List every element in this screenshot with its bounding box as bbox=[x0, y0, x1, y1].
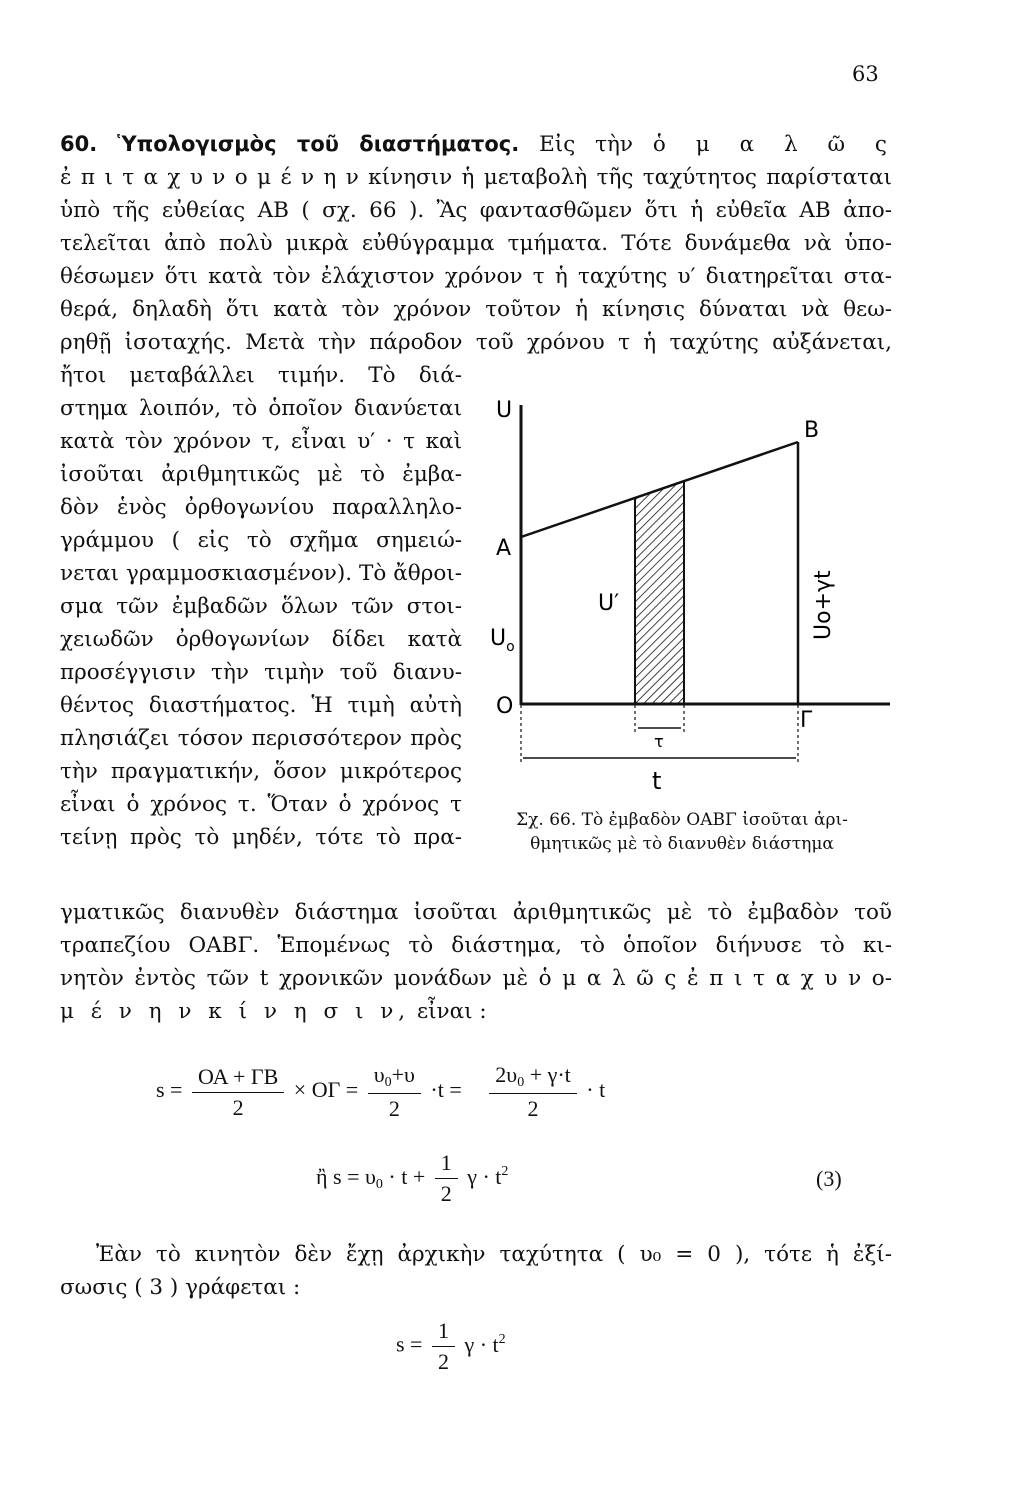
denominator: 2 bbox=[440, 1181, 452, 1206]
text-line: Ἐὰν τὸ κινητὸν δὲν ἔχῃ ἀρχικὴν ταχύτητα ( υ₀ = 0 ), τότε ἡ ἐξί- bbox=[96, 1242, 892, 1267]
after-equation-last bbox=[60, 1271, 560, 1304]
velocity-time-diagram bbox=[478, 385, 898, 805]
label-U0: $U_o$ bbox=[490, 626, 515, 655]
text-line: γράμμου ( εἰς τὸ σχῆμα σημειώ- bbox=[60, 528, 462, 553]
text-line: προσέγγισιν τὴν τιμὴν τοῦ διανυ- bbox=[60, 660, 462, 685]
text-line: τὴν πραγματικήν, ὅσον μικρότερος bbox=[60, 759, 462, 784]
text-line: σμα τῶν ἐμβαδῶν ὅλων τῶν στοι- bbox=[60, 594, 462, 619]
text-line: τραπεζίου ΟΑΒΓ. Ἑπομένως τὸ διάστημα, τὸ ὁποῖον διήνυσε τὸ κι- bbox=[60, 933, 892, 958]
caption-line: Σχ. 66. Τὸ ἐμβαδὸν ΟΑΒΓ ἰσοῦται ἀρι- bbox=[516, 810, 848, 830]
text-line: ρηθῇ ἰσοταχής. Μετὰ τὴν πάροδον τοῦ χρόνου τ ἡ ταχύτης αὐξάνεται, bbox=[60, 330, 892, 355]
label-A: A bbox=[496, 536, 512, 561]
denominator: 2 bbox=[232, 1094, 244, 1120]
label-tau: τ bbox=[654, 732, 664, 751]
fraction bbox=[192, 1064, 284, 1121]
equation-1 bbox=[156, 1062, 605, 1122]
label-U0-sub: o bbox=[506, 639, 515, 655]
equation-3 bbox=[396, 1318, 506, 1375]
text-line: χειωδῶν ὀρθογωνίων δίδει κατὰ bbox=[60, 627, 462, 652]
text-line: γματικῶς διανυθὲν διάστημα ἰσοῦται ἀριθμητικῶς μὲ τὸ ἐμβαδὸν τοῦ bbox=[60, 900, 892, 925]
eq-term: s = bbox=[396, 1331, 423, 1357]
page-number: 63 bbox=[852, 62, 879, 86]
text-line: ἰσοῦται ἀριθμητικῶς μὲ τὸ ἐμβα- bbox=[60, 462, 462, 487]
text-line: ὁ μ α λ ῶ ς bbox=[652, 132, 892, 157]
section-title: Ὑπολογισμὸς τοῦ διαστήματος. bbox=[117, 132, 520, 156]
equation-2 bbox=[316, 1150, 508, 1207]
denominator: 2 bbox=[527, 1096, 539, 1121]
numerator: $\upsilon_0+\upsilon$ bbox=[368, 1062, 421, 1094]
denominator: 2 bbox=[437, 1349, 449, 1374]
caption-line: θμητικῶς μὲ τὸ διανυθὲν διάστημα bbox=[530, 834, 834, 854]
label-B: B bbox=[804, 418, 820, 443]
intro-paragraph bbox=[60, 128, 892, 359]
denominator: 2 bbox=[388, 1096, 400, 1121]
text-line: Εἰς τὴν bbox=[539, 132, 633, 157]
numerator: ΟΑ + ΓΒ bbox=[192, 1064, 284, 1093]
fraction bbox=[368, 1062, 421, 1122]
equation-number: (3) bbox=[816, 1166, 842, 1191]
numerator: 1 bbox=[435, 1150, 458, 1179]
label-Gamma: Γ bbox=[800, 708, 813, 733]
text-line: τείνῃ πρὸς τὸ μηδέν, τότε τὸ πρα- bbox=[60, 825, 462, 850]
text-line: στημα λοιπόν, τὸ ὁποῖον διανύεται bbox=[60, 396, 462, 421]
closing-paragraph bbox=[60, 896, 892, 1028]
text-line: πλησιάζει τόσον περισσότερον πρὸς bbox=[60, 726, 462, 751]
hatched-strip bbox=[635, 481, 684, 704]
text-line: ἐ π ι τ α χ υ ν ο μ έ ν η ν κίνησιν ἡ μεταβολὴ τῆς ταχύτητος παρίσταται bbox=[60, 165, 892, 190]
text-line: εἶναι ὁ χρόνος τ. Ὅταν ὁ χρόνος τ bbox=[60, 792, 462, 817]
text-line: νεται γραμμοσκιασμένον). Τὸ ἄθροι- bbox=[60, 561, 462, 586]
text-line: θέσωμεν ὅτι κατὰ τὸν ἐλάχιστον χρόνον τ ἡ ταχύτης υ′ διατηρεῖται στα- bbox=[60, 264, 892, 289]
text-line: σωσις ( 3 ) γράφεται : bbox=[60, 1275, 301, 1300]
text-line bbox=[60, 995, 892, 1028]
section-number: 60. bbox=[60, 132, 98, 156]
spaced-emphasis: μ έ ν η ν κ ί ν η σ ι ν, bbox=[60, 999, 411, 1024]
text-line: θερά, δηλαδὴ ὅτι κατὰ τὸν χρόνον τοῦτον ἡ κίνησις δύναται νὰ θεω- bbox=[60, 297, 892, 322]
label-O: O bbox=[496, 694, 514, 719]
text-line: δὸν ἑνὸς ὀρθογωνίου παραλληλο- bbox=[60, 495, 462, 520]
text-line: θέντος διαστήματος. Ἡ τιμὴ αὐτὴ bbox=[60, 693, 462, 718]
fraction bbox=[435, 1150, 458, 1207]
label-U-prime: U′ bbox=[598, 591, 620, 616]
text-line: νητὸν ἐντὸς τῶν t χρονικῶν μονάδων μὲ ὁ μ α λ ῶ ς ἐ π ι τ α χ υ ν ο- bbox=[60, 966, 892, 991]
text-fragment: εἶναι : bbox=[416, 999, 487, 1024]
fraction bbox=[489, 1062, 576, 1122]
narrow-paragraph bbox=[60, 359, 462, 854]
after-equation-paragraph bbox=[96, 1238, 892, 1271]
figure-66 bbox=[478, 385, 898, 805]
eq-term: ἢ $s = \upsilon_0 \cdot t$ + bbox=[316, 1163, 426, 1192]
text-line: ὑπὸ τῆς εὐθείας ΑΒ ( σχ. 66 ). Ἂς φαντασθῶμεν ὅτι ἡ εὐθεῖα ΑΒ ἀπο- bbox=[60, 198, 892, 223]
label-U: U bbox=[496, 398, 513, 423]
fraction bbox=[432, 1318, 455, 1375]
numerator: 1 bbox=[432, 1318, 455, 1347]
text-line: τελεῖται ἀπὸ πολὺ μικρὰ εὐθύγραμμα τμήματα. Τότε δυνάμεθα νὰ ὑπο- bbox=[60, 231, 892, 256]
text-line: ἤτοι μεταβάλλει τιμήν. Τὸ διά- bbox=[60, 363, 462, 388]
eq-term: s = bbox=[156, 1077, 183, 1103]
figure-caption bbox=[472, 808, 892, 856]
eq-term: · t bbox=[586, 1077, 606, 1103]
text-line: κατὰ τὸν χρόνον τ, εἶναι υ′ · τ καὶ bbox=[60, 429, 462, 454]
eq-term: $\gamma \cdot t^2$ bbox=[464, 1331, 506, 1357]
eq-term: ·t = bbox=[430, 1077, 462, 1103]
section-heading-line bbox=[60, 128, 892, 161]
eq-term: $\gamma \cdot t^2$ bbox=[467, 1163, 509, 1189]
label-t: t bbox=[652, 767, 662, 795]
label-vertical-expression: Uo+γt bbox=[811, 570, 836, 640]
numerator: $2\upsilon_0 + \gamma\cdot t$ bbox=[489, 1062, 576, 1094]
eq-term: × ΟΓ = bbox=[293, 1077, 359, 1103]
